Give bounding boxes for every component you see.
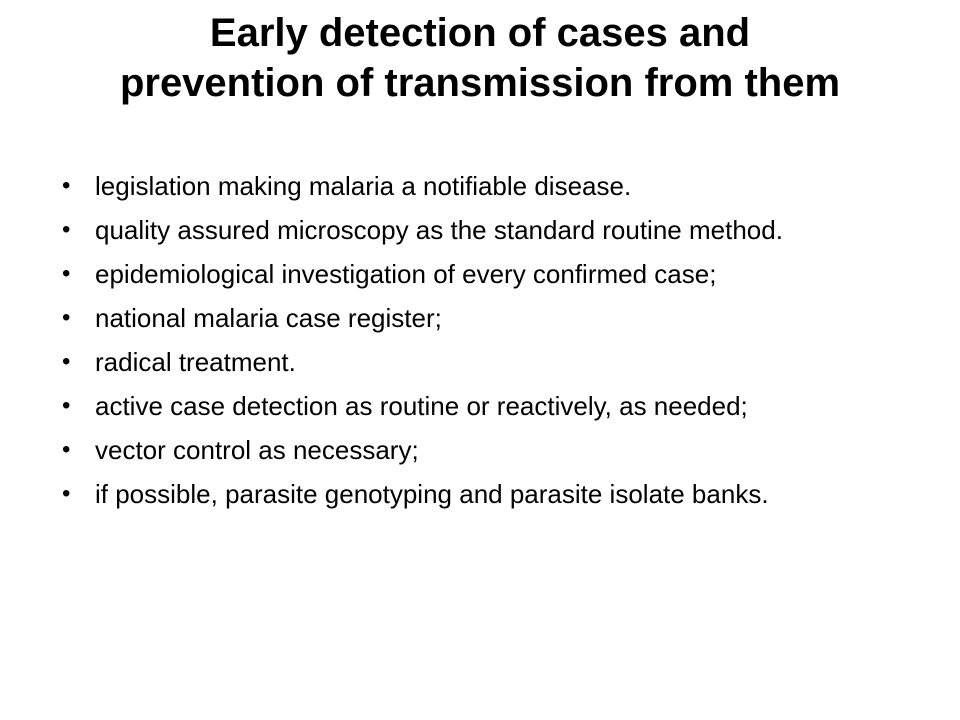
- bullet-item: [60, 260, 910, 288]
- bullet-icon: •: [62, 304, 71, 331]
- bullet-text: vector control as necessary;: [95, 435, 419, 465]
- slide-title: [40, 8, 920, 108]
- bullet-text: epidemiological investigation of every confirmed case;: [95, 259, 717, 289]
- bullet-text: national malaria case register;: [95, 303, 442, 333]
- bullet-text: legislation making malaria a notifiable disease.: [95, 171, 632, 201]
- bullet-item: [60, 392, 910, 420]
- slide-title-line-1: Early detection of cases and: [209, 11, 751, 55]
- bullet-item: [60, 436, 910, 464]
- slide-title-line-2: prevention of transmission from them: [119, 61, 841, 105]
- bullet-item: [60, 304, 910, 332]
- bullet-icon: •: [62, 348, 71, 375]
- bullet-icon: •: [62, 260, 71, 287]
- bullet-text: if possible, parasite genotyping and parasite isolate banks.: [95, 479, 769, 509]
- bullet-item: [60, 348, 910, 376]
- bullet-icon: •: [62, 216, 71, 243]
- bullet-item: [60, 480, 910, 508]
- bullet-icon: •: [62, 172, 71, 199]
- bullet-icon: •: [62, 480, 71, 507]
- bullet-text: active case detection as routine or reactively, as needed;: [95, 391, 748, 421]
- bullet-text: radical treatment.: [95, 347, 296, 377]
- bullet-item: [60, 216, 910, 244]
- bullet-item: [60, 172, 910, 200]
- bullet-text: quality assured microscopy as the standard routine method.: [95, 215, 783, 245]
- bullet-list: [60, 172, 910, 524]
- bullet-icon: •: [62, 436, 71, 463]
- bullet-icon: •: [62, 392, 71, 419]
